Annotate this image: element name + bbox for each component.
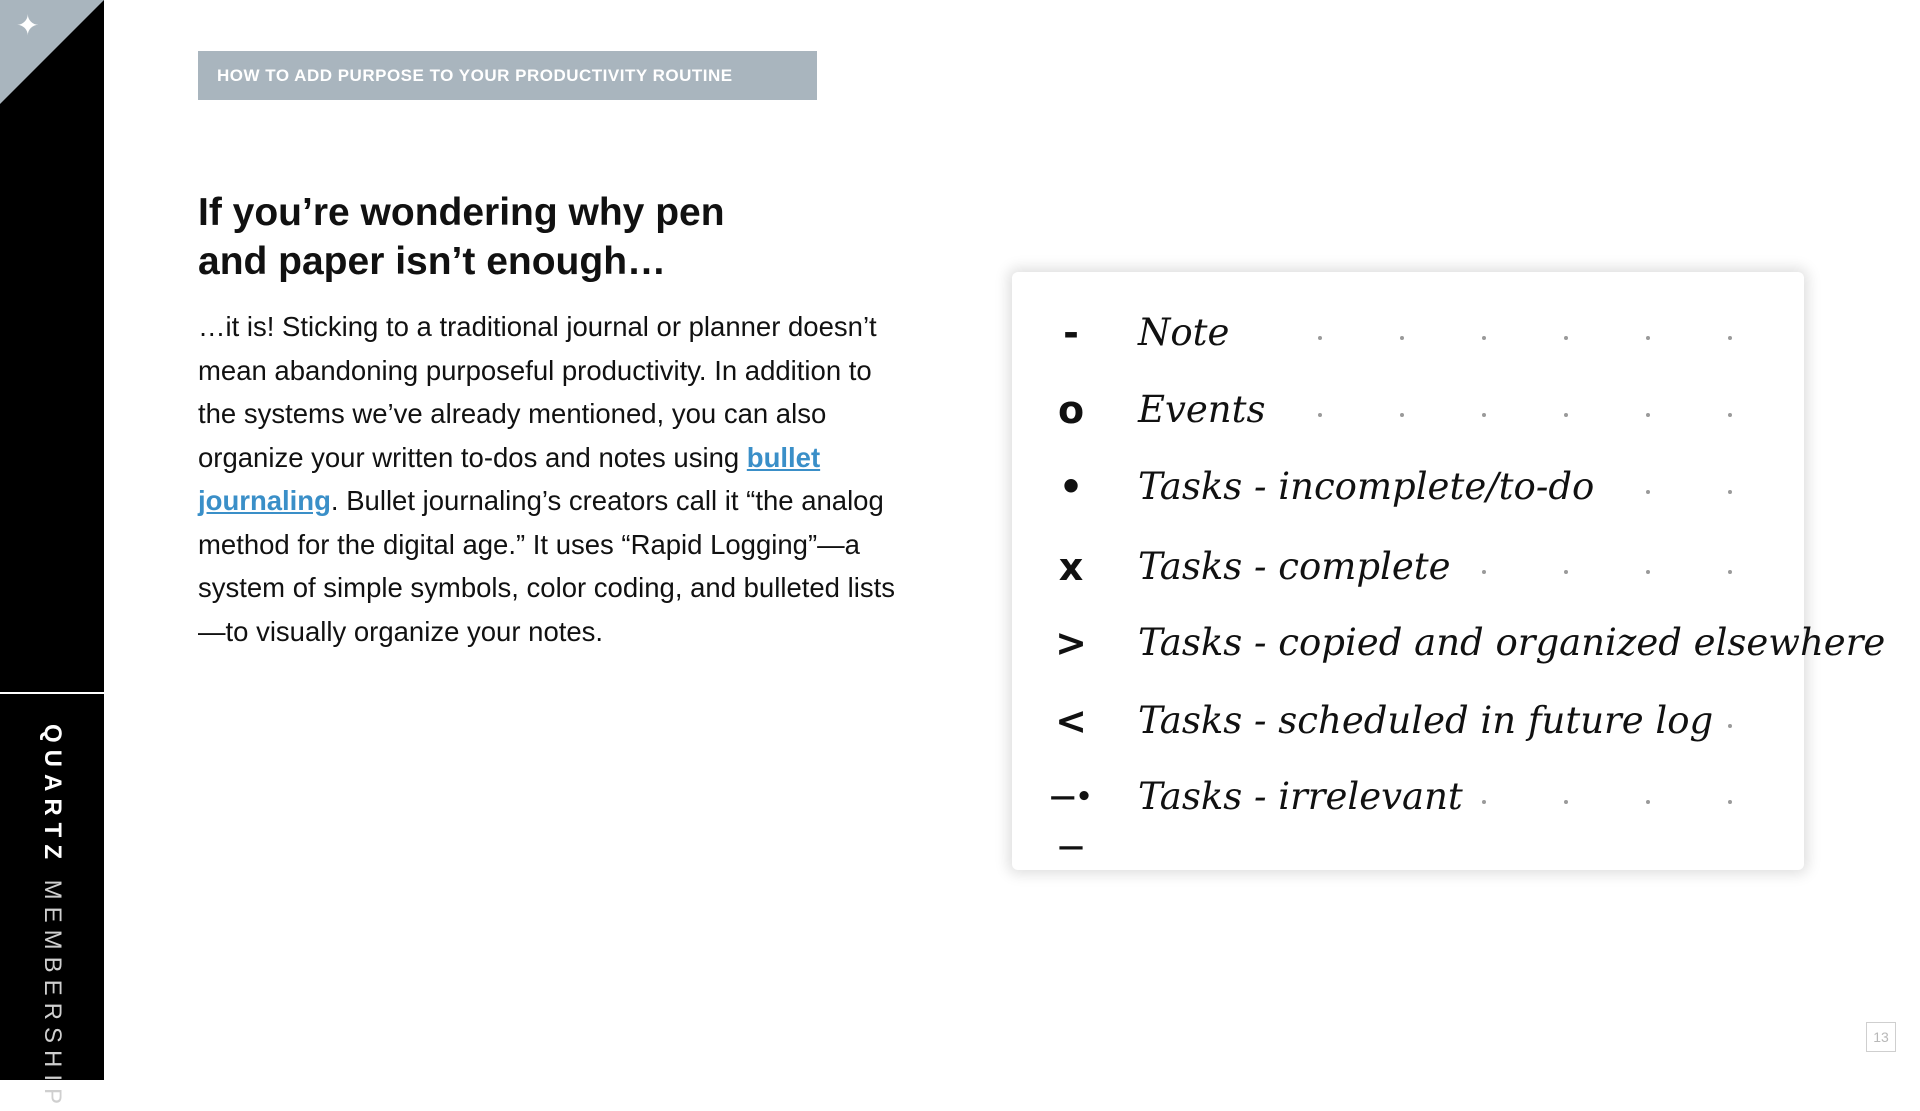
brand-secondary: MEMBERSHIP [39,879,66,1111]
page-number: 13 [1866,1022,1896,1052]
headline-line-2: and paper isn’t enough… [198,240,667,283]
legend-label: Tasks - scheduled in future log [1138,699,1714,742]
task-scheduled-arrow-icon: < [1055,699,1087,743]
brand-primary: QUARTZ [39,724,66,866]
bullet-journaling-link[interactable]: bullet journaling [198,441,821,516]
legend-label: Note [1138,311,1230,354]
legend-row-tasks-incomplete [1012,454,1804,524]
note-dash-icon: - [1063,311,1079,355]
legend-row-note [1012,300,1804,370]
task-complete-x-icon: x [1058,545,1084,589]
legend-label: Events [1138,388,1266,431]
task-migrated-arrow-icon: > [1055,621,1087,665]
task-bullet-icon: • [1058,465,1084,509]
brand-wordmark [38,724,66,1111]
task-irrelevant-strike-icon: —•— [1049,782,1093,862]
legend-label: Tasks - irrelevant [1138,775,1463,818]
legend-row-tasks-complete [1012,534,1804,604]
body-text-after-link: . Bullet journaling’s creators call it “the analog method for the digital age.” It uses “Rapid Logging”—a system of simple symbols, color coding, and bulleted lists—to visually organize your notes. [198,485,895,647]
headline-line-1: If you’re wondering why pen [198,191,725,234]
legend-row-tasks-migrated [1012,610,1886,680]
legend-row-events [1012,377,1804,447]
event-circle-icon: o [1057,388,1085,432]
legend-label: Tasks - complete [1138,545,1451,588]
legend-row-tasks-scheduled [1012,688,1804,758]
legend-row-tasks-irrelevant [1012,764,1804,862]
sidebar-divider [0,692,104,694]
section-tag: HOW TO ADD PURPOSE TO YOUR PRODUCTIVITY ROUTINE [198,51,817,100]
legend-label: Tasks - incomplete/to-do [1138,465,1595,508]
sparkle-icon: ✦ [16,9,40,42]
body-paragraph [198,305,898,653]
bullet-journal-key-card [1012,272,1886,870]
legend-label: Tasks - copied and organized elsewhere [1138,621,1886,664]
headline [198,188,838,286]
sidebar [0,0,104,1111]
body-text-before-link: …it is! Sticking to a traditional journal or planner doesn’t mean abandoning purposeful productivity. In addition to the systems we’ve already mentioned, you can also organize your written to-dos and notes using [198,311,877,473]
